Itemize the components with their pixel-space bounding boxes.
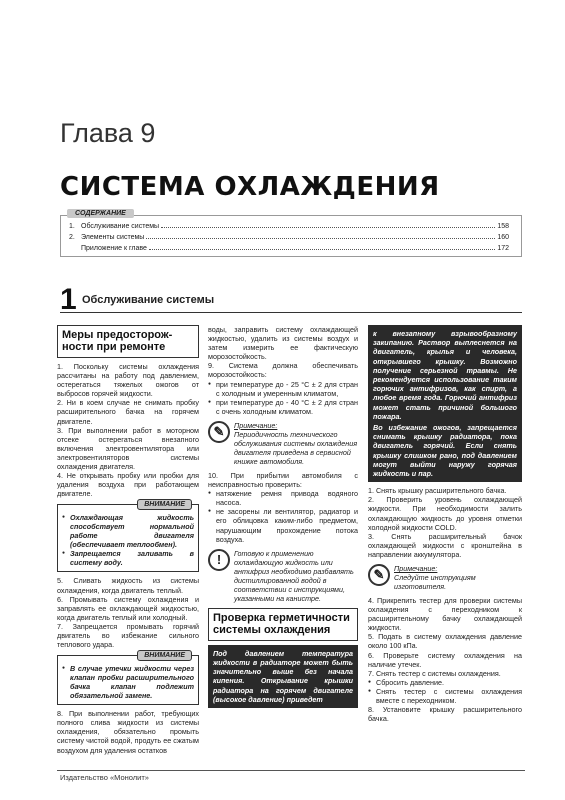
paragraph: воды, заправить систему охлаждающей жидкостью, удалить из системы воздух и затем измерить ее фактическую морозостойкость. (208, 325, 358, 362)
chapter-label: Глава 9 (60, 118, 156, 148)
warning-text: ● Запрещается заливать в систему воду. (62, 549, 194, 567)
toc-row[interactable]: 1. Обслуживание системы 158 (69, 223, 509, 230)
paragraph: 1. Поскольку системы охлаждения рассчитаны на работу под давлением, остерегаться тяжелых ожогов от выбросов горячей жидкости. (57, 362, 199, 399)
section-header (60, 283, 522, 316)
warning-text: ● Охлаждающая жидкость способствует нормальной работе двигателя (обеспечивает теплообмен). (62, 513, 194, 549)
paragraph: 9. Система должна обеспечивать морозостойкость: (208, 361, 358, 380)
subhead-box (57, 325, 199, 358)
bullet-item: ● при температуре до - 25 °С ± 2 для стран с холодным и умеренным климатом, (208, 380, 358, 398)
warning-box (57, 652, 199, 705)
footer-divider (57, 770, 525, 771)
paragraph: 7. Снять тестер с системы охлаждения. (368, 668, 501, 678)
column-1 (57, 325, 199, 755)
note-title: Примечание: (234, 420, 278, 430)
paragraph: 7. Запрещается промывать горячий двигатель во избежание сильного теплового удара. (57, 621, 199, 650)
paragraph: 6. Промывать систему охлаждения и заправлять ее охлаждающей жидкостью, когда двигатель теплый или холодный. (57, 594, 199, 622)
note-text: Готовую к применению охлаждающую жидкость или антифриз необходимо разбавлять дистиллированной водой в соответствии с инструкциями, указанными на канистре. (234, 548, 354, 603)
table-of-contents (60, 210, 522, 257)
paragraph: 2. Ни в коем случае не снимать пробку расширительного бачка на горячем двигателе. (57, 398, 199, 426)
footer-publisher: Издательство «Монолит» (60, 773, 149, 782)
paragraph: 8. При выполнении работ, требующих полного слива жидкости из системы охлаждения, обязательно промыть систему чистой водой, продуть ее сжатым воздухом для удаления остатков (57, 709, 199, 755)
bullet-item: ● не засорены ли вентилятор, радиатор и его облицовка каким-либо предметом, нарушающим прохождение потока воздуха. (208, 507, 358, 543)
bullet-item: ● при температуре до - 40 °С ± 2 для стран с очень холодным климатом. (208, 398, 358, 416)
note-title: Примечание: (394, 564, 438, 573)
column-3 (368, 325, 522, 723)
note-text: Следуйте инструкциям изготовителя. (394, 573, 476, 591)
exclamation-icon: ! (208, 549, 230, 571)
paragraph: 3. При выполнении работ в моторном отсеке остерегаться внезапного включения электровентилятора или электровентиляторов системы охлаждения двигателя. (57, 425, 199, 472)
paragraph: 4. Прикрепить тестер для проверки системы охлаждения с переходником к расширительному бачку охлаждающей жидкости. (368, 596, 522, 633)
toc-tab: СОДЕРЖАНИЕ (67, 209, 134, 218)
subhead-box (208, 608, 358, 641)
section-number: 1 (60, 283, 77, 316)
paragraph: 8. Установите крышку расширительного бачка. (368, 705, 522, 724)
warning-box (57, 501, 199, 572)
paragraph: 3. Снять расширительный бачок охлаждающей жидкости с кронштейна в направлении аккумулятора. (368, 531, 522, 559)
toc-row[interactable]: Приложение к главе 172 (81, 245, 509, 252)
note-text: Периодичность технического обслуживания системы охлаждения двигателя приведена в сервисной книжке автомобиля. (234, 429, 358, 466)
subheading: Меры предосторож-ности при ремонте (62, 329, 173, 353)
toc-row[interactable]: 2. Элементы системы 160 (69, 234, 509, 241)
warning-text: ● В случае утечки жидкости через клапан пробки расширительного бачка клапан подлежит обязательной замене. (62, 664, 194, 700)
section-title: Обслуживание системы (82, 294, 215, 306)
warning-dark-box: к внезапному взрывообразному закипанию. Раствор выплеснется на двигатель, крылья и человека, открывшего крышку. Возможно получение серьезной травмы. Не рекомендуется использование таким горючих антифризов, как спирт, а любое время года. Горючий антифриз может стать причиной большого пожара. Во избежание ожогов, запрещается снимать крышку радиатора, пока двигатель горячий. Если снять крышку слишком рано, под давлением могут выйти наружу горячая жидкость и пар. (368, 325, 522, 482)
paragraph: 2. Проверить уровень охлаждающей жидкости. При необходимости залить охлаждающую жидкость до уровня отметки холодной жидкости COLD. (368, 495, 522, 532)
warning-tab: ВНИМАНИЕ (137, 650, 192, 661)
column-2 (208, 325, 358, 712)
page-title: СИСТЕМА ОХЛАЖДЕНИЯ (60, 172, 440, 202)
note-block (208, 549, 358, 603)
paragraph: 5. Подать в систему охлаждения давление около 100 кПа. (368, 632, 522, 651)
note-block (368, 564, 522, 591)
pencil-icon: ✎ (208, 421, 230, 443)
bullet-item: ● Снять тестер с системы охлаждения вместе с переходником. (368, 687, 522, 705)
warning-dark-box: Под давлением температура жидкости в радиаторе может быть значительно выше без начала кипения. Открывание крышки радиатора на горячем двигателе (высокое давление) приведет (208, 645, 358, 708)
paragraph: 5. Сливать жидкость из системы охлаждения, когда двигатель теплый. (57, 576, 199, 595)
paragraph: 6. Проверьте систему охлаждения на наличие утечек. (368, 650, 522, 669)
warning-tab: ВНИМАНИЕ (137, 499, 192, 510)
note-block (208, 421, 358, 466)
paragraph: 1. Снять крышку расширительного бачка. (368, 486, 507, 496)
paragraph: 10. При прибытии автомобиля с неисправностью проверить: (208, 470, 358, 490)
paragraph: 4. Не открывать пробку или пробки для удаления воздуха при работающем двигателе. (57, 471, 199, 499)
bullet-item: ● натяжение ремня привода водяного насоса. (208, 489, 358, 507)
pencil-icon: ✎ (368, 564, 390, 586)
bullet-item: ● Сбросить давление. (368, 678, 522, 687)
subheading: Проверка герметичности системы охлаждения (213, 611, 350, 636)
